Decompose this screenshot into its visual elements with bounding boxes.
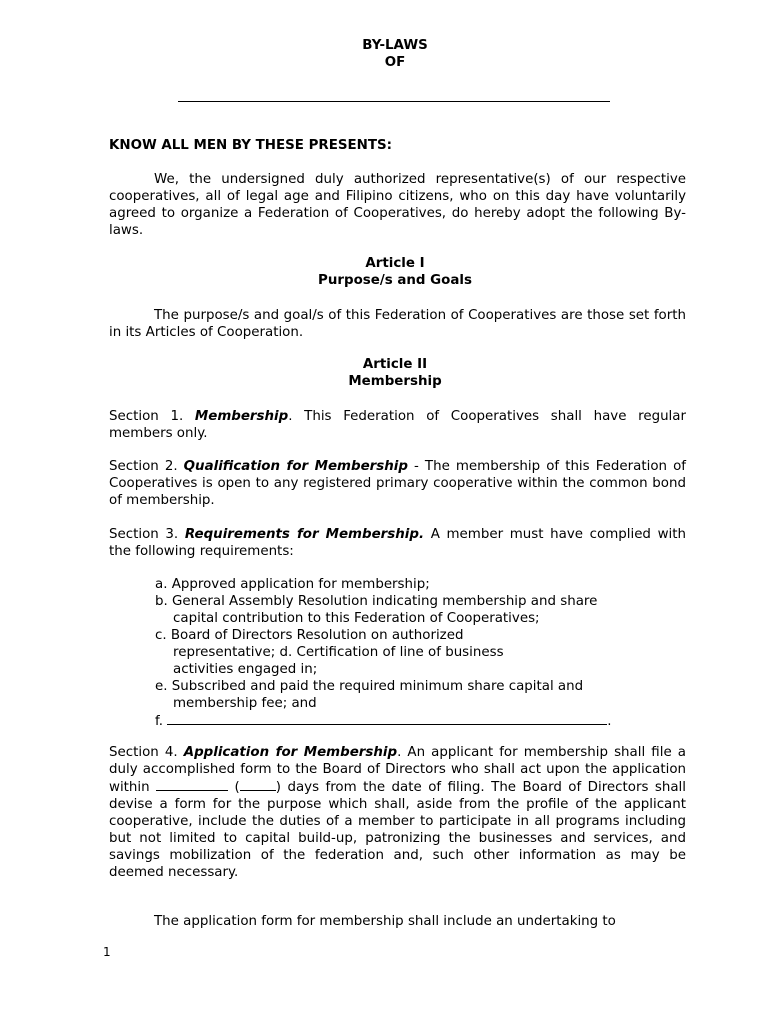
section-4-text-a: . An applicant for membership shall file a duly accomplished form to the Board of Directors who shall act upon the application within	[109, 745, 686, 795]
preamble-text: We, the undersigned duly authorized representative(s) of our respective cooperatives, all of legal age and Filipino citizens, who on this day have voluntarily agreed to organize a Federation of Cooperatives, do hereby adopt the following By-laws.	[109, 172, 686, 238]
preamble-heading: KNOW ALL MEN BY THESE PRESENTS:	[109, 138, 393, 153]
article-1-title: Purpose/s and Goals	[318, 273, 472, 288]
section-4-text-c: ) days from the date of filing. The Board of Directors shall devise a form for the purpose which shall, aside from the profile of the applicant cooperative, include the duties of a member to participate in all programs including but not limited to capital build-up, patronizing the businesses and services, and savings mobilization of the federation and, such other information as may be deemed necessary.	[109, 780, 686, 880]
list-item-c-cont2: activities engaged in;	[173, 662, 318, 677]
section-1-title: Membership	[194, 409, 289, 424]
section-4-para-2: The application form for membership shall include an undertaking to	[154, 914, 616, 929]
name-blank-line	[178, 101, 610, 102]
list-item-e: e. Subscribed and paid the required minimum share capital and	[155, 679, 584, 694]
section-3	[109, 526, 686, 560]
list-item-f-suffix: .	[607, 714, 612, 729]
list-item-e-cont: membership fee; and	[173, 696, 317, 711]
list-item-f-prefix: f.	[155, 714, 163, 729]
section-3-label: Section 3.	[109, 527, 185, 542]
section-4	[109, 744, 686, 881]
section-3-text: A member must have complied with the following requirements:	[109, 527, 686, 559]
section-2-text: - The membership of this Federation of Cooperatives is open to any registered primary cooperative within the common bond of membership.	[109, 459, 686, 508]
article-1-text: The purpose/s and goal/s of this Federation of Cooperatives are those set forth in its Articles of Cooperation.	[109, 308, 686, 340]
article-1-number: Article I	[365, 256, 425, 271]
days-number-blank	[240, 778, 276, 791]
section-3-title: Requirements for Membership.	[184, 527, 425, 542]
section-2-title: Qualification for Membership	[183, 459, 408, 474]
section-1	[109, 408, 686, 442]
list-item-f-blank	[167, 712, 607, 725]
section-1-text: . This Federation of Cooperatives shall have regular members only.	[109, 409, 686, 441]
list-item-b-cont: capital contribution to this Federation of Cooperatives;	[173, 611, 540, 626]
section-2	[109, 458, 686, 509]
article-2-number: Article II	[362, 357, 428, 372]
list-item-f	[155, 712, 675, 730]
section-2-label: Section 2.	[109, 459, 184, 474]
page-number: 1	[103, 945, 111, 959]
title-bylaws: BY-LAWS	[362, 38, 428, 53]
section-1-label: Section 1.	[109, 409, 195, 424]
list-item-b: b. General Assembly Resolution indicating membership and share	[155, 594, 598, 609]
article-2-title: Membership	[348, 374, 442, 389]
section-4-title: Application for Membership	[183, 745, 398, 760]
days-words-blank	[156, 778, 228, 791]
list-item-c-cont1: representative; d. Certification of line of business	[173, 645, 504, 660]
section-4-label: Section 4.	[109, 745, 184, 760]
list-item-c: c. Board of Directors Resolution on authorized	[155, 628, 464, 643]
section-4-text-b: (	[228, 780, 240, 795]
requirements-list	[155, 576, 675, 730]
list-item-a: a. Approved application for membership;	[155, 577, 430, 592]
title-of: OF	[384, 55, 406, 70]
